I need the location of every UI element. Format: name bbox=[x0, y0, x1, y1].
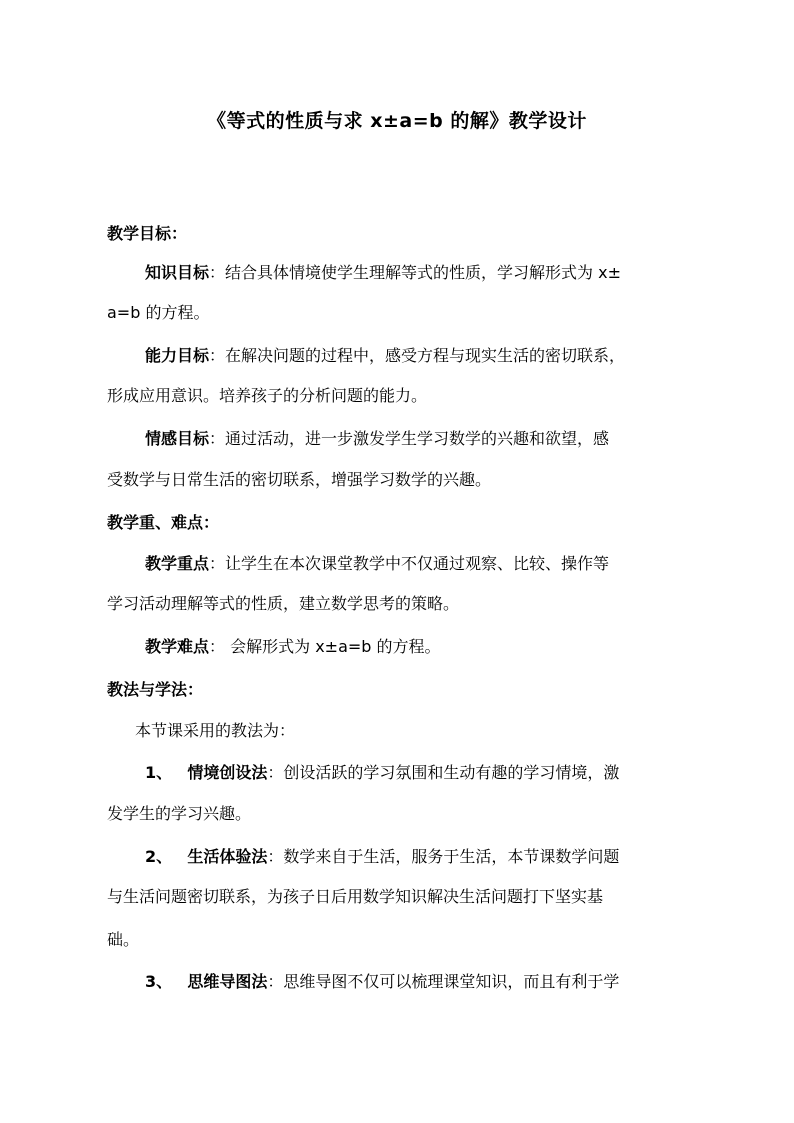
methods-intro: 本节课采用的教法为： bbox=[135, 721, 296, 740]
method-item-1-line1 bbox=[145, 762, 619, 784]
method-item-2-line1 bbox=[145, 846, 619, 868]
method-item-2-line2: 与生活问题密切联系，为孩子日后用数学知识解决生活问题打下坚实基 bbox=[107, 887, 604, 906]
ability-objective-text: ：在解决问题的过程中，感受方程与现实生活的密切联系， bbox=[209, 346, 626, 365]
teaching-focus-line2: 学习活动理解等式的性质，建立数学思考的策略。 bbox=[107, 594, 460, 613]
method-item-3-line1 bbox=[145, 971, 619, 993]
method-item-2-text: ：数学来自于生活，服务于生活，本节课数学问题 bbox=[267, 847, 620, 866]
methods-heading: 教法与学法： bbox=[107, 680, 204, 699]
knowledge-objective-text: ：结合具体情境使学生理解等式的性质，学习解形式为 x± bbox=[209, 263, 621, 282]
emotion-objective-line1 bbox=[145, 428, 609, 450]
method-item-2-line3: 础。 bbox=[107, 930, 140, 949]
method-item-1-label: 情境创设法 bbox=[187, 763, 268, 782]
teaching-focus-line1 bbox=[145, 553, 609, 575]
teaching-difficulty-text: ： 会解形式为 x±a=b 的方程。 bbox=[209, 637, 441, 656]
method-item-2-number: 2、 bbox=[145, 847, 173, 866]
method-item-3-number: 3、 bbox=[145, 972, 173, 991]
document-title: 《等式的性质与求 x±a=b 的解》教学设计 bbox=[207, 110, 587, 132]
method-item-3-text: ：思维导图不仅可以梳理课堂知识，而且有利于学 bbox=[267, 972, 620, 991]
key-points-heading: 教学重、难点： bbox=[107, 513, 220, 532]
teaching-difficulty-label: 教学难点 bbox=[145, 637, 210, 656]
ability-objective-label: 能力目标 bbox=[145, 346, 210, 365]
ability-objective-line2: 形成应用意识。培养孩子的分析问题的能力。 bbox=[107, 386, 428, 405]
ability-objective-line1 bbox=[145, 345, 625, 367]
teaching-focus-text: ：让学生在本次课堂教学中不仅通过观察、比较、操作等 bbox=[209, 554, 610, 573]
emotion-objective-text: ：通过活动，进一步激发学生学习数学的兴趣和欲望，感 bbox=[209, 429, 610, 448]
method-item-1-text: ：创设活跃的学习氛围和生动有趣的学习情境，激 bbox=[267, 763, 620, 782]
teaching-focus-label: 教学重点 bbox=[145, 554, 210, 573]
emotion-objective-line2: 受数学与日常生活的密切联系，增强学习数学的兴趣。 bbox=[107, 470, 492, 489]
knowledge-objective-line2: a=b 的方程。 bbox=[107, 303, 210, 322]
method-item-1-number: 1、 bbox=[145, 763, 173, 782]
objectives-heading: 教学目标： bbox=[107, 224, 188, 243]
method-item-1-line2: 发学生的学习兴趣。 bbox=[107, 804, 252, 823]
knowledge-objective-label: 知识目标 bbox=[145, 263, 210, 282]
teaching-difficulty-line1 bbox=[145, 636, 441, 658]
method-item-3-label: 思维导图法 bbox=[187, 972, 268, 991]
method-item-2-label: 生活体验法 bbox=[187, 847, 268, 866]
emotion-objective-label: 情感目标 bbox=[145, 429, 210, 448]
knowledge-objective-line1 bbox=[145, 262, 621, 284]
